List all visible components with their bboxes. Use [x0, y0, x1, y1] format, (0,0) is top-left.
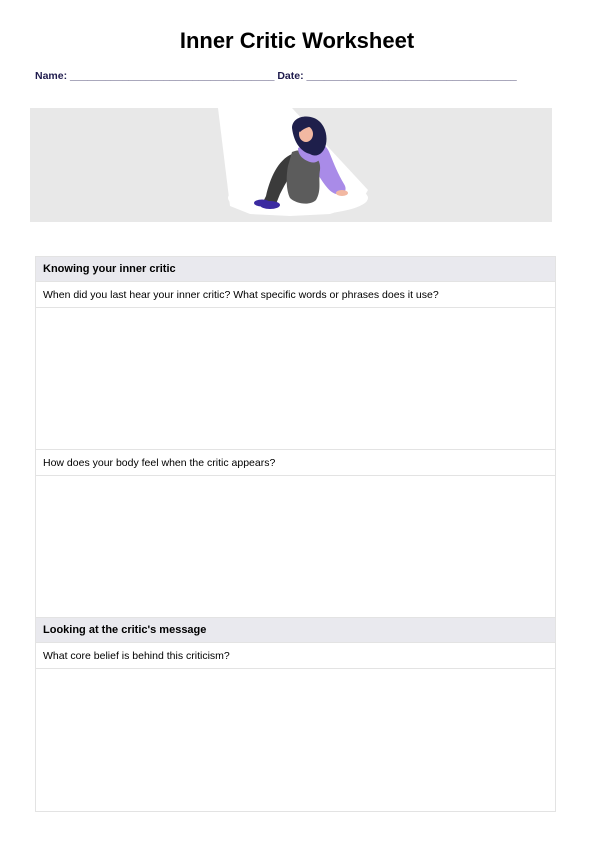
worksheet-table [35, 256, 556, 812]
answer-area[interactable] [36, 308, 555, 450]
question-label: How does your body feel when the critic appears? [36, 450, 555, 476]
person-sitting-hugging-knees-illustration [30, 108, 552, 222]
question-label: What core belief is behind this criticism? [36, 643, 555, 669]
name-label: Name: [35, 70, 68, 82]
name-field[interactable]: ___________________________________ [70, 70, 275, 82]
name-date-line [35, 69, 517, 83]
answer-area[interactable] [36, 669, 555, 811]
ground-hand [336, 190, 348, 196]
section-heading: Looking at the critic's message [36, 618, 555, 643]
header-banner [30, 108, 552, 222]
section-heading: Knowing your inner critic [36, 257, 555, 282]
worksheet-title: Inner Critic Worksheet [179, 28, 415, 53]
answer-area[interactable] [36, 476, 555, 618]
date-label: Date: [277, 70, 304, 82]
question-label: When did you last hear your inner critic? What specific words or phrases does it use? [36, 282, 555, 308]
date-field[interactable]: ____________________________________ [306, 70, 517, 82]
shoe-right [254, 200, 270, 207]
